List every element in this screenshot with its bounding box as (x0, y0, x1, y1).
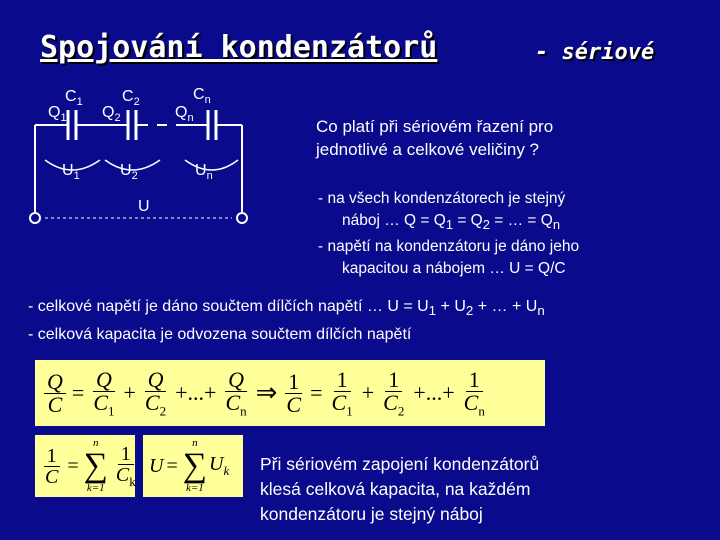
label-c1: $C_1$ (65, 88, 83, 109)
bullet-voltage-formula: kapacitou a nábojem … U = Q/C (342, 260, 566, 278)
label-u-total: U (138, 198, 150, 215)
label-c2: $C_2$ (122, 88, 140, 109)
label-u2: $U_2$ (120, 162, 138, 183)
statement-total-capacity: - celková kapacita je odvozena součtem dílčích napětí (28, 326, 412, 344)
formula-series-capacity: $\frac{Q}{C}$ = $\frac{Q}{C_1}$ + $\frac{Q}{C_2}$ +...+ $\frac{Q}{C_n}$ ⇒ $\frac{1}{C}$ = $\frac{1}{C_1}$ + $\frac{1}{C_2}$ +...+ $\frac{1}{C_n}$ (35, 360, 545, 426)
slide-title: Spojování kondenzátorů (40, 30, 438, 65)
formula-capacity-sum: $\frac{1}{C}$ = n ∑ k=1 $\frac{1}{C_k}$ (35, 435, 135, 497)
right-terminal-icon (237, 213, 247, 223)
bullet-voltage: - napětí na kondenzátoru je dáno jeho (318, 238, 580, 256)
left-terminal-icon (30, 213, 40, 223)
statement-total-voltage: - celkové napětí je dáno součtem dílčích napětí … $U = U_1 + U_2$ + … + $U_n$ (28, 298, 545, 319)
label-qn: $Q_n$ (175, 104, 194, 125)
bullet-list (318, 188, 579, 280)
label-q2: $Q_2$ (102, 104, 121, 125)
formula-voltage-sum: U = n ∑ k=1 $U_k$ (143, 435, 243, 497)
conclusion-text: Při sériovém zapojení kondenzátorů klesá celková kapacita, na každém kondenzátoru je stejný náboj (260, 454, 540, 524)
label-u1: $U_1$ (62, 162, 80, 183)
label-cn: $C_n$ (193, 86, 211, 107)
label-q1: $Q_1$ (48, 104, 67, 125)
bullet-charge-formula: náboj … $Q = Q_1 = Q_2$ = … = $Q_n$ (342, 212, 561, 233)
slide-subtitle: - sériové (535, 40, 655, 65)
bullet-charge: - na všech kondenzátorech je stejný (318, 190, 566, 207)
question-text: Co platí při sériovém řazení pro jednotlivé a celkové veličiny ? (316, 117, 554, 159)
label-un: $U_n$ (195, 162, 213, 183)
statements (28, 295, 545, 347)
